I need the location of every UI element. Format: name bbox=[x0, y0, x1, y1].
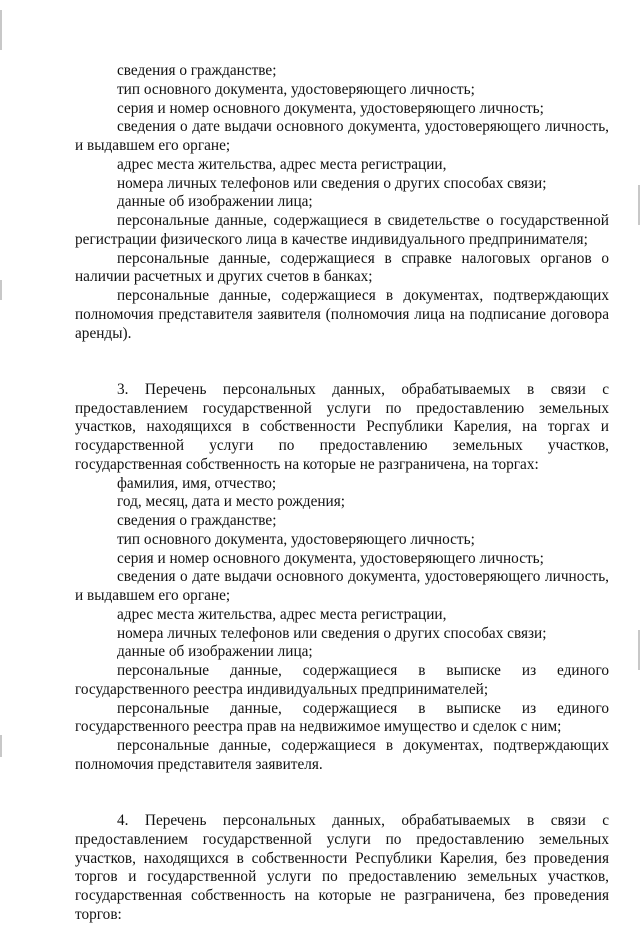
scan-edge-mark bbox=[0, 280, 2, 300]
list-item: серия и номер основного документа, удостоверяющего личность; bbox=[117, 99, 544, 117]
list-item: данные об изображении лица; bbox=[117, 193, 313, 211]
paragraph-gap bbox=[75, 793, 609, 812]
list-item: номера личных телефонов или сведения о других способах связи; bbox=[117, 624, 547, 642]
list-item: сведения о гражданстве; bbox=[117, 512, 277, 529]
list-item: данные об изображении лица; bbox=[117, 643, 313, 661]
list-item: персональные данные, содержащиеся в выписке из единого государственного реестра индивидуальных предпринимателей; bbox=[75, 662, 609, 698]
list-item: фамилия, имя, отчество; bbox=[117, 474, 277, 492]
list-item: серия и номер основного документа, удостоверяющего личность; bbox=[117, 549, 544, 567]
list-item: персональные данные, содержащиеся в выписке из единого государственного реестра прав на недвижимое имущество и сделок с ним; bbox=[75, 699, 609, 736]
list-item: адрес места жительства, адрес места регистрации, bbox=[117, 155, 447, 173]
list-item: сведения о дате выдачи основного документа, удостоверяющего личность, и выдавшем его органе; bbox=[75, 568, 609, 604]
list-item: адрес места жительства, адрес места регистрации, bbox=[117, 605, 447, 623]
list-item: персональные данные, содержащиеся в свидетельстве о государственной регистрации физического лица в качестве индивидуального предпринимателя; bbox=[75, 212, 609, 248]
list-item: персональные данные, содержащиеся в документах, подтверждающих полномочия представителя заявителя (полномочия лица на подписание договора аренды). bbox=[75, 287, 609, 342]
paragraph-gap bbox=[75, 343, 609, 362]
scan-edge-mark bbox=[0, 10, 2, 50]
list-item: сведения о гражданстве; bbox=[117, 62, 277, 79]
section-3-heading: 3. Перечень персональных данных, обрабатываемых в связи с предоставлением государственной услуги по предоставлению земельных участков, находящихся в собственности Республики Карелия, на торгах и государственной услуги по предоставлению земельных участков, государственная собственность на которые не разграничена, на торгах: bbox=[75, 380, 609, 473]
list-item: год, месяц, дата и место рождения; bbox=[117, 493, 346, 511]
list-item: тип основного документа, удостоверяющего личность; bbox=[117, 530, 475, 548]
scan-edge-mark bbox=[0, 735, 2, 757]
list-item: персональные данные, содержащиеся в документах, подтверждающих полномочия представителя заявителя. bbox=[75, 737, 609, 773]
list-item: сведения о дате выдачи основного документа, удостоверяющего личность, и выдавшем его органе; bbox=[75, 118, 609, 154]
paragraph-gap bbox=[75, 775, 609, 794]
section-4-heading: 4. Перечень персональных данных, обрабатываемых в связи с предоставлением государственной услуги по предоставлению земельных участков, находящихся в собственности Республики Карелия, без проведения торгов и государственной услуги по предоставлению земельных участков, государственная собственность на которые не разграничена, без проведения торгов: bbox=[75, 812, 609, 923]
list-item: номера личных телефонов или сведения о других способах связи; bbox=[117, 174, 547, 192]
document-body bbox=[75, 62, 609, 925]
list-item: тип основного документа, удостоверяющего личность; bbox=[117, 80, 475, 98]
paragraph-gap bbox=[75, 362, 609, 381]
list-item: персональные данные, содержащиеся в справке налоговых органов о наличии расчетных и других счетов в банках; bbox=[75, 249, 609, 286]
